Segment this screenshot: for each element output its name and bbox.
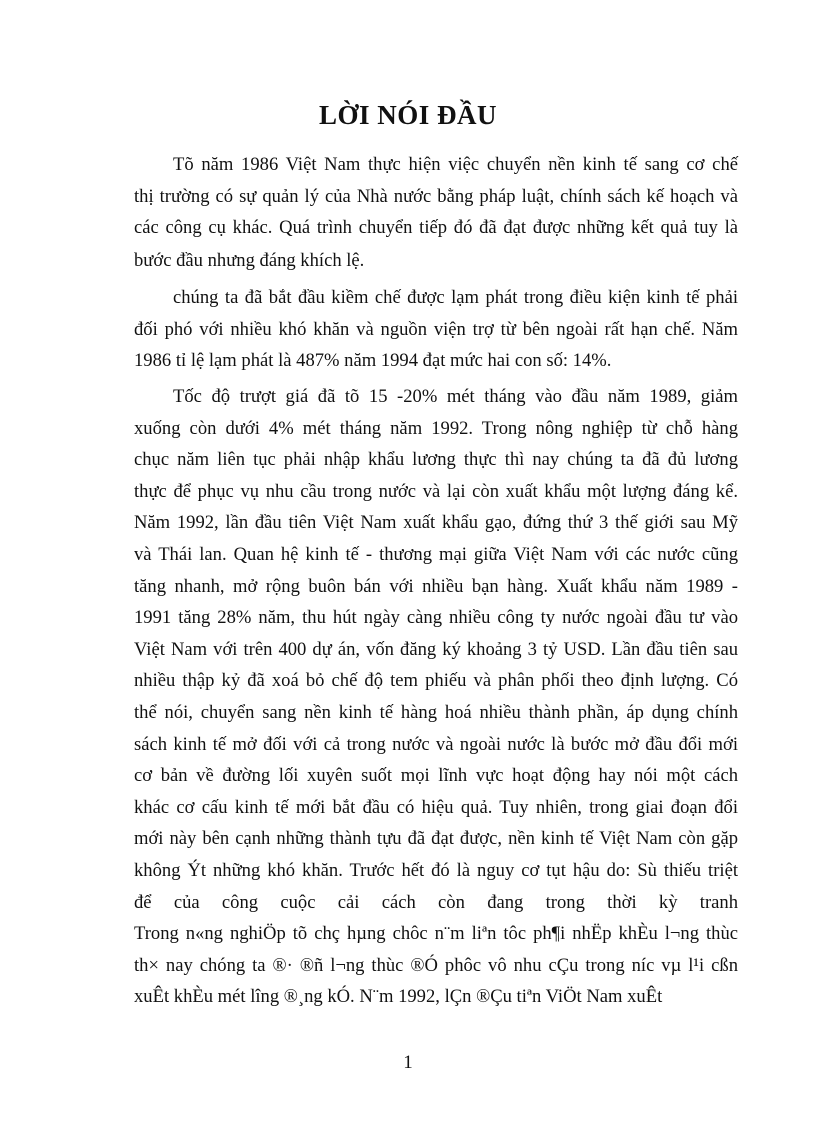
text-line: xuÊt khÈu mét lîng ®¸ng kÓ. N¨m 1992, lÇn ®Çu tiªn ViÖt Nam xuÊt: [134, 986, 663, 1007]
text-line: và Thái lan. Quan hệ kinh tế - thương mại giữa Việt Nam với các nước cũng: [134, 544, 738, 565]
text-line: 1986 tỉ lệ lạm phát là 487% năm 1994 đạt mức hai con số: 14%.: [134, 350, 612, 371]
text-line: 1991 tăng 28% năm, thu hút ngày càng nhiều công ty nước ngoài đầu tư vào: [134, 607, 738, 628]
text-line: tăng nhanh, mở rộng buôn bán với nhiều bạn hàng. Xuất khẩu năm 1989 -: [134, 576, 738, 597]
text-line: để của công cuộc cải cách còn đang trong thời kỳ tranh: [134, 892, 738, 913]
text-line: các công cụ khác. Quá trình chuyển tiếp đó đã đạt được những kết quả tuy là: [134, 217, 738, 238]
text-line: thị trường có sự quản lý của Nhà nước bằng pháp luật, chính sách kế hoạch và: [134, 186, 738, 207]
text-line: thể nói, chuyển sang nền kinh tế hàng hoá nhiều thành phần, áp dụng chính: [134, 702, 738, 723]
text-line: Trong n«ng nghiÖp tõ chç hµng chôc n¨m liªn tôc ph¶i nhËp khÈu l¬ng thùc: [134, 923, 738, 944]
text-line: Năm 1992, lần đầu tiên Việt Nam xuất khẩu gạo, đứng thứ 3 thế giới sau Mỹ: [134, 512, 738, 533]
text-line: Tốc độ trượt giá đã tõ 15 -20% mét tháng vào đầu năm 1989, giảm: [173, 386, 738, 407]
text-line: không Ýt những khó khăn. Trước hết đó là nguy cơ tụt hậu do: Sù thiếu triệt: [134, 860, 738, 881]
text-line: Tõ năm 1986 Việt Nam thực hiện việc chuyển nền kinh tế sang cơ chế: [173, 154, 738, 175]
text-line: xuống còn dưới 4% mét tháng năm 1992. Trong nông nghiệp từ chỗ hàng: [134, 418, 738, 439]
text-line: mới này bên cạnh những thành tựu đã đạt được, nền kinh tế Việt Nam còn gặp: [134, 828, 738, 849]
text-line: thực để phục vụ nhu cầu trong nước và lại còn xuất khẩu một lượng đáng kể.: [134, 481, 738, 502]
text-line: chúng ta đã bắt đầu kiềm chế được lạm phát trong điều kiện kinh tế phải: [173, 287, 738, 308]
text-line: cơ bản về đường lối xuyên suốt mọi lĩnh vực hoạt động hay nói một cách: [134, 765, 738, 786]
page-number: 1: [403, 1052, 413, 1073]
text-line: bước đầu nhưng đáng khích lệ.: [134, 250, 365, 271]
text-line: nhiều thập kỷ đã xoá bỏ chế độ tem phiếu và phân phối theo định lượng. Có: [134, 670, 738, 691]
text-line: Việt Nam với trên 400 dự án, vốn đăng ký khoảng 3 tỷ USD. Lần đầu tiên sau: [134, 639, 738, 660]
text-line: đối phó với nhiều khó khăn và nguồn viện trợ từ bên ngoài rất hạn chế. Năm: [134, 319, 738, 340]
text-line: sách kinh tế mở đối với cả trong nước và ngoài nước là bước mở đầu đổi mới: [134, 734, 738, 755]
text-line: th× nay chóng ta ®· ®ñ l¬ng thùc ®Ó phôc vô nhu cÇu trong níc vµ l¹i cßn: [134, 955, 738, 976]
document-title: LỜI NÓI ĐẦU: [318, 100, 498, 130]
text-line: chục năm liên tục phải nhập khẩu lương thực thì nay chúng ta đã đủ lương: [134, 449, 738, 470]
text-line: khác cơ cấu kinh tế mới bắt đầu có hiệu quả. Tuy nhiên, trong giai đoạn đổi: [134, 797, 738, 818]
